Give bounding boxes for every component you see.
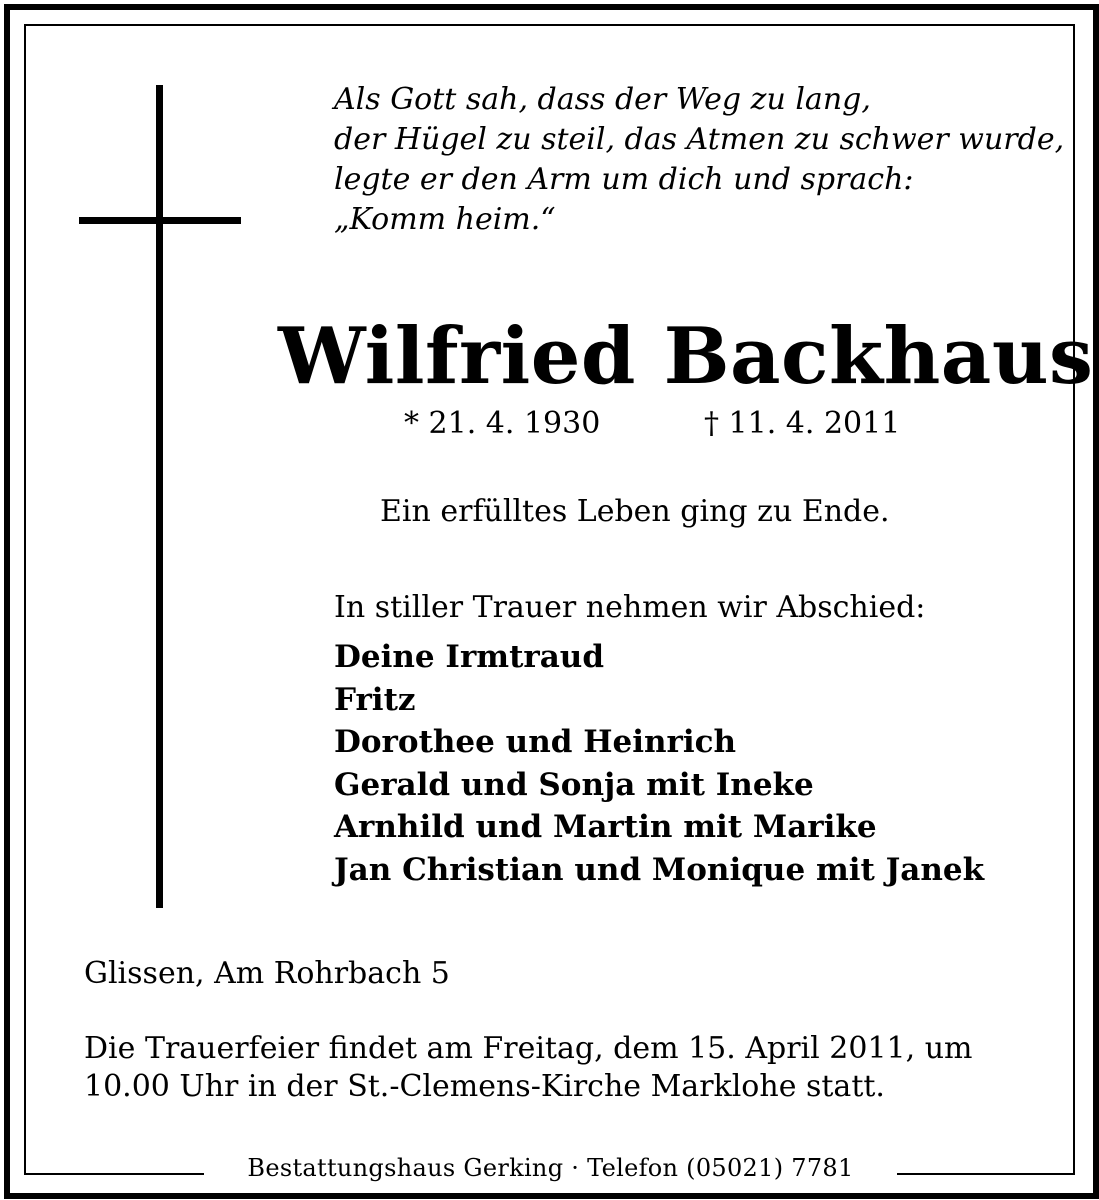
service-line: Die Trauerfeier findet am Freitag, dem 15. April 2011, um: [84, 1031, 973, 1066]
funeral-home-footer: Bestattungshaus Gerking · Telefon (05021) 7781: [204, 1150, 897, 1186]
death-date: † 11. 4. 2011: [704, 406, 901, 441]
mourning-intro: In stiller Trauer nehmen wir Abschied:: [334, 590, 926, 625]
poem-line: legte er den Arm um dich und sprach:: [334, 162, 914, 197]
mourner-list: [334, 636, 984, 891]
deceased-name: Wilfried Backhaus: [278, 311, 1094, 402]
poem-line: „Komm heim.“: [334, 202, 556, 237]
cross-horizontal-bar: [79, 217, 241, 224]
service-line: 10.00 Uhr in der St.-Clemens-Kirche Marklohe statt.: [84, 1069, 885, 1104]
mourner: Gerald und Sonja mit Ineke: [334, 766, 814, 803]
mourner: Fritz: [334, 681, 416, 718]
service-notice: [84, 1030, 972, 1106]
poem: [334, 80, 1064, 240]
mourner: Jan Christian und Monique mit Janek: [334, 851, 985, 888]
cross-vertical-bar: [156, 85, 163, 908]
motto: Ein erfülltes Leben ging zu Ende.: [380, 494, 890, 529]
poem-line: Als Gott sah, dass der Weg zu lang,: [334, 82, 871, 117]
poem-line: der Hügel zu steil, das Atmen zu schwer wurde,: [334, 122, 1065, 157]
mourner: Deine Irmtraud: [334, 639, 605, 675]
mourner: Dorothee und Heinrich: [334, 724, 737, 760]
birth-date: * 21. 4. 1930: [404, 406, 601, 441]
mourner: Arnhild und Martin mit Marike: [334, 809, 877, 845]
address: Glissen, Am Rohrbach 5: [84, 956, 450, 991]
